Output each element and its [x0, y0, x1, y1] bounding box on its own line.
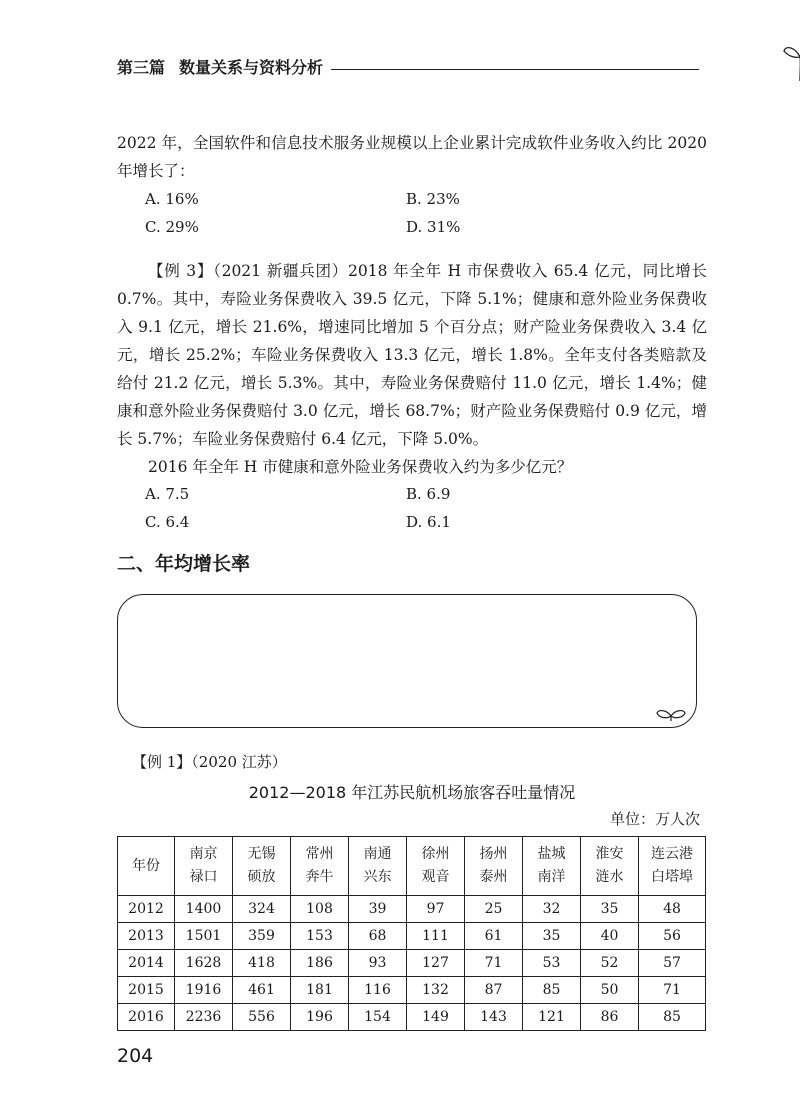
table-cell: 2012: [118, 896, 175, 923]
table-cell: 127: [407, 950, 465, 977]
table-cell: 1628: [175, 950, 233, 977]
table-cell: 556: [233, 1004, 291, 1031]
table-cell: 35: [523, 923, 581, 950]
header-section-title: 数量关系与资料分析: [179, 58, 324, 77]
table-cell: 35: [581, 896, 639, 923]
table-cell: 121: [523, 1004, 581, 1031]
passenger-table: [117, 836, 706, 1031]
table-row: [118, 896, 706, 923]
table-cell: 50: [581, 977, 639, 1004]
table-cell: 2016: [118, 1004, 175, 1031]
sprout-icon: [783, 39, 800, 83]
example3-option-a: A. 7.5: [145, 485, 190, 503]
table-cell: 2015: [118, 977, 175, 1004]
table-cell: 61: [465, 923, 523, 950]
table-cell: 181: [291, 977, 349, 1004]
table-cell: 71: [465, 950, 523, 977]
table-row: [118, 1004, 706, 1031]
table-cell: 56: [639, 923, 706, 950]
table-cell: 2236: [175, 1004, 233, 1031]
table-row: [118, 977, 706, 1004]
table-cell: 2014: [118, 950, 175, 977]
question-stem: 2022 年，全国软件和信息技术服务业规模以上企业累计完成软件业务收入约比 2020 年增长了：: [117, 134, 707, 180]
table-cell: 418: [233, 950, 291, 977]
table-cell: 153: [291, 923, 349, 950]
column-header: 扬州 泰州: [465, 837, 523, 896]
section-heading: 二、年均增长率: [117, 553, 251, 575]
header-title: [117, 55, 323, 78]
table-cell: 53: [523, 950, 581, 977]
table-title: 2012—2018 年江苏民航机场旅客吞吐量情况: [248, 783, 576, 802]
table-cell: 324: [233, 896, 291, 923]
table-cell: 116: [349, 977, 407, 1004]
leaf-icon: [656, 708, 686, 722]
table-cell: 85: [523, 977, 581, 1004]
table-row: [118, 950, 706, 977]
table-cell: 461: [233, 977, 291, 1004]
column-header: 南京 禄口: [175, 837, 233, 896]
table-cell: 93: [349, 950, 407, 977]
table-cell: 154: [349, 1004, 407, 1031]
table-cell: 85: [639, 1004, 706, 1031]
column-header: 徐州 观音: [407, 837, 465, 896]
example1-label: 【例 1】（2020 江苏）: [132, 753, 287, 771]
table-cell: 108: [291, 896, 349, 923]
table-cell: 57: [639, 950, 706, 977]
table-cell: 68: [349, 923, 407, 950]
table-cell: 71: [639, 977, 706, 1004]
table-cell: 2013: [118, 923, 175, 950]
table-cell: 1916: [175, 977, 233, 1004]
option-c: C. 29%: [145, 218, 199, 236]
notes-box: [117, 594, 697, 728]
table-cell: 143: [465, 1004, 523, 1031]
table-cell: 132: [407, 977, 465, 1004]
table-cell: 86: [581, 1004, 639, 1031]
header-rule: [331, 69, 699, 70]
table-cell: 359: [233, 923, 291, 950]
table-unit: 单位：万人次: [609, 810, 700, 828]
option-d: D. 31%: [406, 218, 461, 236]
page-number: 204: [117, 1045, 154, 1067]
table-cell: 39: [349, 896, 407, 923]
column-header: 盐城 南洋: [523, 837, 581, 896]
table-header-row: [118, 837, 706, 896]
table-cell: 40: [581, 923, 639, 950]
table-cell: 111: [407, 923, 465, 950]
table-cell: 1501: [175, 923, 233, 950]
column-header: 连云港 白塔埠: [639, 837, 706, 896]
table-cell: 1400: [175, 896, 233, 923]
running-header: [117, 55, 717, 85]
column-header: 年份: [118, 837, 175, 896]
column-header: 常州 奔牛: [291, 837, 349, 896]
column-header: 南通 兴东: [349, 837, 407, 896]
example3-option-c: C. 6.4: [145, 513, 190, 531]
table-cell: 149: [407, 1004, 465, 1031]
column-header: 无锡 硕放: [233, 837, 291, 896]
table-cell: 25: [465, 896, 523, 923]
table-cell: 48: [639, 896, 706, 923]
example3-option-b: B. 6.9: [406, 485, 451, 503]
header-part: 第三篇: [117, 58, 166, 77]
table-cell: 97: [407, 896, 465, 923]
table-cell: 32: [523, 896, 581, 923]
example3-passage: 【例 3】（2021 新疆兵团）2018 年全年 H 市保费收入 65.4 亿元，同比增长 0.7%。其中，寿险业务保费收入 39.5 亿元，下降 5.1%；健康和意外险业务保费收入 9.1 亿元，增长 21.6%，增速同比增加 5 个百分点；财产险业务保费收入 3.4 亿元，增长 25.2%；车险业务保费收入 13.3 亿元，增长 1.8%。全年支付各类赔款及给付 21.2 亿元，增长 5.3%。其中，寿险业务保费赔付 11.0 亿元，增长 1.4%；健康和意外险业务保费赔付 3.0 亿元，增长 68.7%；财产险业务保费赔付 0.9 亿元，增长 5.7%；车险业务保费赔付 6.4 亿元，下降 5.0%。: [117, 262, 707, 448]
table-cell: 196: [291, 1004, 349, 1031]
table-row: [118, 923, 706, 950]
option-b: B. 23%: [406, 190, 460, 208]
example3-option-d: D. 6.1: [406, 513, 451, 531]
table-cell: 52: [581, 950, 639, 977]
table-cell: 186: [291, 950, 349, 977]
table-cell: 87: [465, 977, 523, 1004]
example3-question: 2016 年全年 H 市健康和意外险业务保费收入约为多少亿元？: [148, 458, 573, 476]
option-a: A. 16%: [145, 190, 199, 208]
column-header: 淮安 涟水: [581, 837, 639, 896]
